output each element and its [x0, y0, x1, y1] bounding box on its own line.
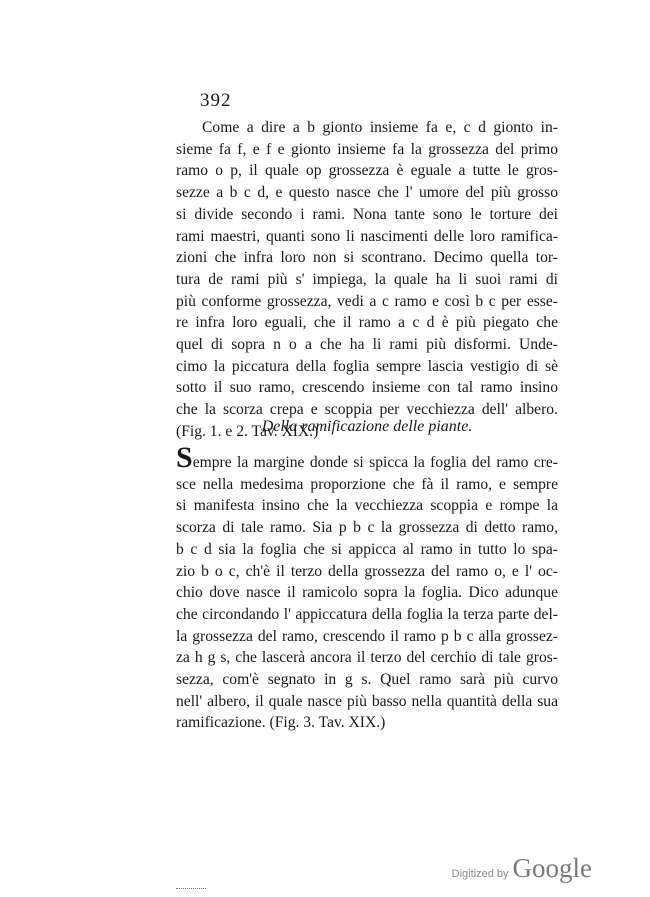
- text-line: re infra loro eguali, che il ramo a c d è più piegato che: [176, 314, 558, 332]
- text-line: za h g s, che lascerà ancora il terzo del cerchio di tale gros-: [176, 649, 558, 667]
- text-line: sezze a b c d, e questo nasce che l' umore del più grosso: [176, 184, 558, 202]
- text-line: ramo o p, il quale op grossezza è eguale a tutte le gros-: [176, 162, 558, 180]
- text-line: la grossezza del ramo, crescendo il ramo p b c alla grossez-: [176, 627, 558, 645]
- text-line: chio dove nasce il ramicolo sopra la foglia. Dico adunque: [176, 584, 558, 602]
- paragraph-2: [176, 441, 558, 734]
- text-line: rami maestri, quanti sono li nascimenti delle loro ramifica-: [176, 227, 558, 245]
- text-line: nell' albero, il quale nasce più basso nella quantità della sua: [176, 692, 558, 710]
- text-line: zio b o c, ch'è il terzo della grossezza del ramo o, e l' oc-: [176, 562, 558, 580]
- section-heading: Della ramificazione delle piante.: [261, 418, 473, 435]
- text-line: sotto il suo ramo, crescendo insieme con tal ramo insino: [176, 379, 558, 397]
- text-line: b c d sia la foglia che si appicca al ramo in tutto lo spa-: [176, 540, 558, 558]
- text-line: sce nella medesima proporzione che fà il ramo, e sempre: [176, 475, 558, 493]
- footer-rule: [176, 888, 206, 890]
- text-line: quel di sopra n o a che ha li rami più disformi. Unde-: [176, 336, 558, 354]
- text-line-first: [176, 441, 558, 474]
- text-line: cimo la piccatura della foglia sempre lascia vestigio di sè: [176, 357, 558, 375]
- text-line: Come a dire a b gionto insieme fa e, c d gionto in-: [202, 119, 558, 136]
- drop-cap: S: [176, 441, 193, 474]
- text-line: che la scorza crepa e scoppia per vecchiezza dell' albero.: [176, 401, 558, 419]
- text-line: sieme fa f, e f e gionto insieme fa la grossezza del primo: [176, 140, 558, 158]
- text-line: scorza di tale ramo. Sia p b c la grossezza di detto ramo,: [176, 519, 558, 537]
- figure-reference: (Fig. 1. e 2. Tav. XIX.): [176, 422, 319, 440]
- watermark-prefix: Digitized by: [451, 868, 509, 880]
- text-line: zioni che infra loro non si scontrano. Decimo quella tor-: [176, 249, 558, 267]
- text-line: sezza, com'è segnato in g s. Quel ramo sarà più curvo: [176, 671, 558, 689]
- text-line: tura de rami più s' impiega, la quale ha li suoi rami di: [176, 270, 558, 288]
- first-line-text: empre la margine donde si spicca la foglia del ramo cre-: [192, 454, 558, 471]
- text-line: più conforme grossezza, vedi a c ramo e così b c per esse-: [176, 292, 558, 310]
- digitized-by-google-watermark: [452, 853, 592, 884]
- page-number: 392: [200, 90, 232, 111]
- figure-reference: ramificazione. (Fig. 3. Tav. XIX.): [176, 714, 386, 732]
- paragraph-1: [176, 117, 558, 443]
- text-line: si manifesta insino che la vecchiezza scoppia e rompe la: [176, 497, 558, 515]
- text-line: si divide secondo i rami. Nona tante sono le torture dei: [176, 205, 558, 223]
- google-logo: Google: [512, 853, 592, 883]
- text-line: che circondando l' appiccatura della foglia la terza parte del-: [176, 605, 558, 623]
